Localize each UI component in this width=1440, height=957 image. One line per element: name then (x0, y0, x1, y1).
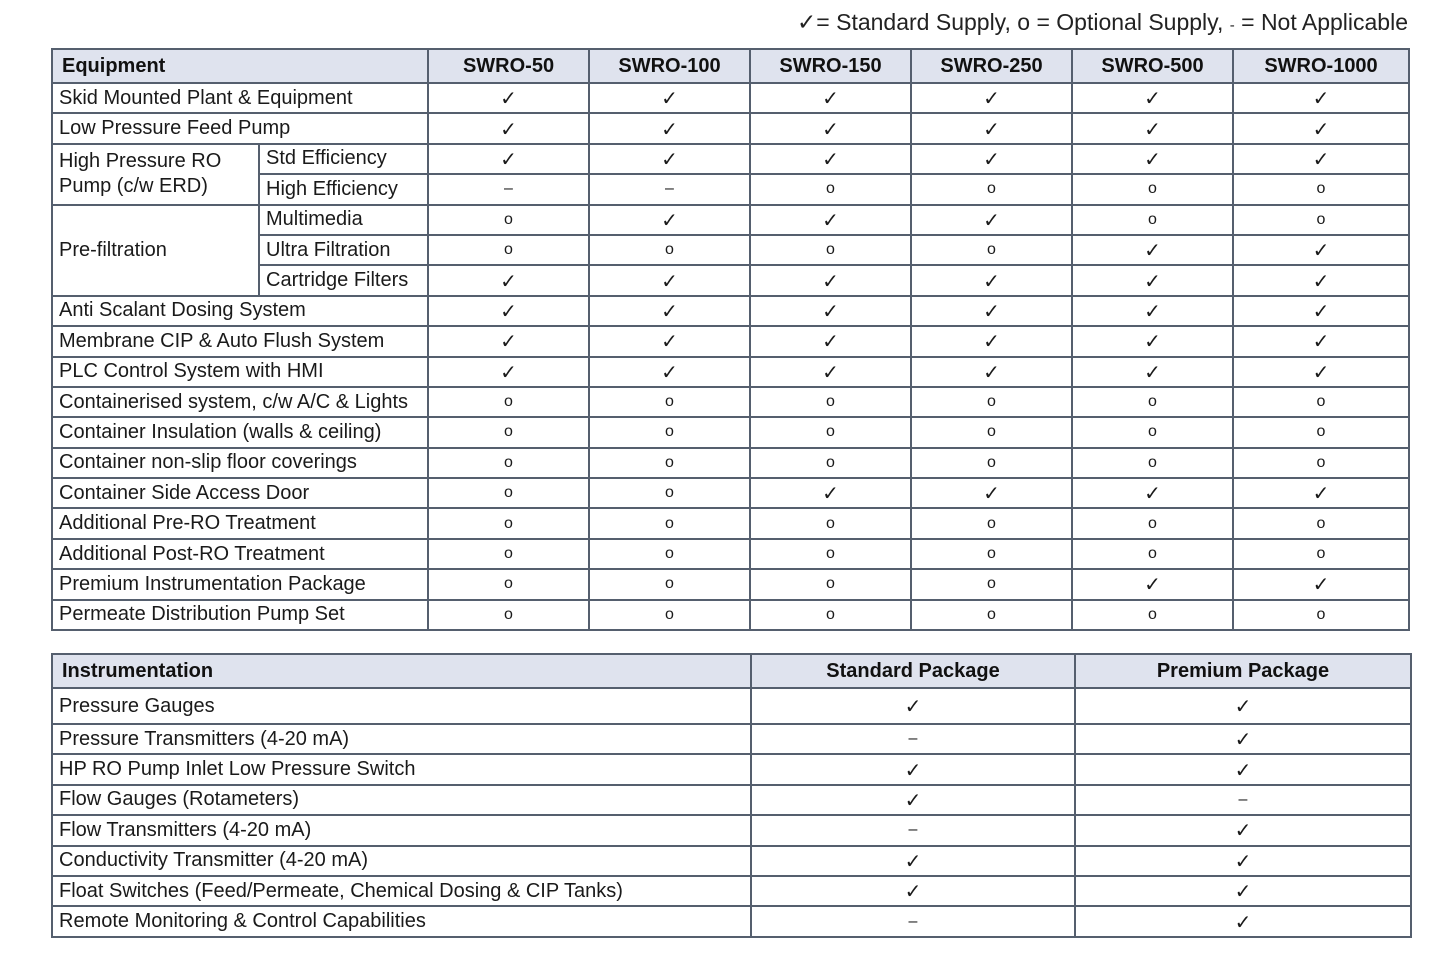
supply-mark: – (751, 906, 1075, 936)
supply-mark: ✓ (589, 113, 750, 143)
supply-mark: o (1072, 174, 1233, 204)
column-header: Standard Package (751, 654, 1075, 688)
instrumentation-header-row (52, 654, 1411, 688)
supply-mark: – (751, 724, 1075, 754)
supply-mark: ✓ (750, 144, 911, 174)
supply-mark: ✓ (428, 265, 589, 295)
table-row (52, 539, 1409, 569)
row-label: Permeate Distribution Pump Set (52, 600, 428, 630)
supply-mark: o (589, 235, 750, 265)
column-header: SWRO-1000 (1233, 49, 1409, 83)
supply-mark: o (589, 448, 750, 478)
table-row (52, 569, 1409, 599)
supply-mark: o (911, 387, 1072, 417)
supply-mark: ✓ (750, 265, 911, 295)
supply-mark: ✓ (1072, 83, 1233, 113)
supply-mark: o (1072, 205, 1233, 235)
supply-mark: ✓ (911, 296, 1072, 326)
supply-mark: o (1233, 448, 1409, 478)
supply-mark: o (428, 569, 589, 599)
supply-mark: o (911, 174, 1072, 204)
supply-mark: o (589, 539, 750, 569)
table-row (52, 846, 1411, 876)
table-row (52, 876, 1411, 906)
table-row (52, 387, 1409, 417)
supply-mark: o (750, 174, 911, 204)
table-row (52, 688, 1411, 724)
supply-mark: o (428, 539, 589, 569)
supply-mark: ✓ (1075, 724, 1411, 754)
supply-mark: ✓ (589, 83, 750, 113)
supply-mark: ✓ (911, 326, 1072, 356)
legend-na-text: = Not Applicable (1234, 9, 1408, 35)
supply-mark: ✓ (751, 876, 1075, 906)
supply-mark: o (1233, 205, 1409, 235)
column-header: SWRO-150 (750, 49, 911, 83)
equipment-header-row (52, 49, 1409, 83)
supply-mark: ✓ (428, 357, 589, 387)
instrumentation-header-label: Instrumentation (52, 654, 751, 688)
column-header: SWRO-100 (589, 49, 750, 83)
supply-mark: o (750, 235, 911, 265)
supply-mark: o (911, 417, 1072, 447)
row-label: PLC Control System with HMI (52, 357, 428, 387)
supply-mark: – (1075, 785, 1411, 815)
legend-standard-text: = Standard Supply, (816, 9, 1011, 35)
supply-mark: ✓ (1075, 906, 1411, 936)
table-row (52, 724, 1411, 754)
supply-mark: o (750, 569, 911, 599)
supply-mark: ✓ (1233, 235, 1409, 265)
supply-mark: o (750, 600, 911, 630)
supply-mark: ✓ (1072, 357, 1233, 387)
supply-mark: ✓ (911, 478, 1072, 508)
instrumentation-table (51, 653, 1412, 938)
supply-mark: o (1072, 600, 1233, 630)
row-label: Remote Monitoring & Control Capabilities (52, 906, 751, 936)
supply-mark: ✓ (1075, 754, 1411, 784)
row-label: Container non-slip floor coverings (52, 448, 428, 478)
supply-mark: o (750, 508, 911, 538)
supply-mark: ✓ (911, 205, 1072, 235)
row-label: Additional Pre-RO Treatment (52, 508, 428, 538)
supply-mark: o (750, 387, 911, 417)
supply-mark: ✓ (1075, 815, 1411, 845)
supply-mark: o (589, 569, 750, 599)
row-group-label: Pre-filtration (52, 205, 259, 296)
supply-mark: ✓ (1233, 569, 1409, 599)
row-group-label: High Pressure RO Pump (c/w ERD) (52, 144, 259, 205)
supply-mark: o (911, 569, 1072, 599)
supply-mark: ✓ (911, 144, 1072, 174)
supply-mark: ✓ (751, 754, 1075, 784)
supply-mark: ✓ (428, 83, 589, 113)
row-label: HP RO Pump Inlet Low Pressure Switch (52, 754, 751, 784)
supply-mark: – (428, 174, 589, 204)
table-row (52, 296, 1409, 326)
supply-mark: ✓ (589, 265, 750, 295)
supply-mark: ✓ (1072, 326, 1233, 356)
legend-optional-text: = Optional Supply, (1030, 9, 1224, 35)
supply-mark: o (1233, 174, 1409, 204)
supply-mark: o (428, 387, 589, 417)
supply-mark: o (1233, 600, 1409, 630)
table-row (52, 508, 1409, 538)
supply-mark: o (750, 417, 911, 447)
row-label: Low Pressure Feed Pump (52, 113, 428, 143)
supply-mark: ✓ (751, 688, 1075, 724)
row-label: Float Switches (Feed/Permeate, Chemical Dosing & CIP Tanks) (52, 876, 751, 906)
supply-mark: – (751, 815, 1075, 845)
equipment-table-body (52, 83, 1409, 630)
row-label: Membrane CIP & Auto Flush System (52, 326, 428, 356)
supply-mark: – (589, 174, 750, 204)
not-applicable-icon: - (1229, 17, 1235, 34)
supply-mark: o (428, 508, 589, 538)
supply-mark: ✓ (1072, 265, 1233, 295)
table-row (52, 906, 1411, 936)
supply-mark: ✓ (428, 296, 589, 326)
row-label: Skid Mounted Plant & Equipment (52, 83, 428, 113)
supply-mark: ✓ (750, 205, 911, 235)
column-header: SWRO-50 (428, 49, 589, 83)
supply-mark: ✓ (428, 144, 589, 174)
row-sublabel: Multimedia (259, 205, 428, 235)
row-label: Container Insulation (walls & ceiling) (52, 417, 428, 447)
table-row (52, 815, 1411, 845)
table-row (52, 144, 1409, 174)
row-label: Containerised system, c/w A/C & Lights (52, 387, 428, 417)
supply-mark: o (589, 508, 750, 538)
supply-mark: ✓ (1233, 113, 1409, 143)
supply-mark: ✓ (1233, 326, 1409, 356)
table-row (52, 785, 1411, 815)
supply-mark: o (589, 478, 750, 508)
supply-mark: ✓ (1233, 357, 1409, 387)
row-sublabel: Cartridge Filters (259, 265, 428, 295)
supply-mark: o (911, 235, 1072, 265)
supply-mark: o (911, 539, 1072, 569)
table-row (52, 417, 1409, 447)
supply-mark: ✓ (750, 357, 911, 387)
row-label: Flow Gauges (Rotameters) (52, 785, 751, 815)
supply-mark: ✓ (1072, 296, 1233, 326)
row-label: Premium Instrumentation Package (52, 569, 428, 599)
supply-mark: o (750, 539, 911, 569)
check-icon: ✓ (797, 10, 817, 36)
supply-mark: o (1072, 448, 1233, 478)
supply-mark: ✓ (911, 265, 1072, 295)
supply-mark: ✓ (428, 326, 589, 356)
supply-mark: o (428, 205, 589, 235)
supply-mark: ✓ (1075, 846, 1411, 876)
supply-mark: o (428, 600, 589, 630)
supply-mark: ✓ (1072, 144, 1233, 174)
row-label: Pressure Transmitters (4-20 mA) (52, 724, 751, 754)
table-row (52, 113, 1409, 143)
supply-mark: ✓ (1075, 688, 1411, 724)
equipment-table (51, 48, 1410, 631)
supply-mark: ✓ (1072, 235, 1233, 265)
legend (797, 9, 1408, 36)
row-label: Anti Scalant Dosing System (52, 296, 428, 326)
supply-mark: ✓ (589, 205, 750, 235)
supply-mark: ✓ (1233, 478, 1409, 508)
supply-mark: ✓ (750, 326, 911, 356)
supply-mark: ✓ (1233, 296, 1409, 326)
supply-mark: o (428, 448, 589, 478)
table-row (52, 205, 1409, 235)
table-row (52, 83, 1409, 113)
supply-mark: ✓ (589, 296, 750, 326)
supply-mark: o (1072, 387, 1233, 417)
table-row (52, 357, 1409, 387)
supply-mark: ✓ (589, 326, 750, 356)
supply-mark: o (1233, 508, 1409, 538)
supply-mark: ✓ (751, 846, 1075, 876)
supply-mark: o (911, 508, 1072, 538)
row-label: Conductivity Transmitter (4-20 mA) (52, 846, 751, 876)
row-sublabel: Ultra Filtration (259, 235, 428, 265)
instrumentation-table-body (52, 688, 1411, 937)
column-header: Premium Package (1075, 654, 1411, 688)
supply-mark: o (911, 600, 1072, 630)
supply-mark: ✓ (1072, 569, 1233, 599)
supply-mark: ✓ (1233, 265, 1409, 295)
supply-mark: o (1072, 417, 1233, 447)
supply-mark: o (428, 478, 589, 508)
supply-mark: o (1233, 387, 1409, 417)
supply-mark: ✓ (911, 83, 1072, 113)
supply-mark: o (1072, 539, 1233, 569)
row-sublabel: High Efficiency (259, 174, 428, 204)
supply-mark: o (428, 417, 589, 447)
supply-mark: o (1072, 508, 1233, 538)
supply-mark: o (1233, 539, 1409, 569)
supply-mark: ✓ (589, 357, 750, 387)
equipment-header-label: Equipment (52, 49, 428, 83)
supply-mark: ✓ (750, 113, 911, 143)
supply-mark: ✓ (1075, 876, 1411, 906)
table-row (52, 448, 1409, 478)
table-row (52, 478, 1409, 508)
supply-mark: o (428, 235, 589, 265)
supply-mark: ✓ (1072, 478, 1233, 508)
row-label: Additional Post-RO Treatment (52, 539, 428, 569)
table-row (52, 326, 1409, 356)
supply-mark: o (1233, 417, 1409, 447)
row-sublabel: Std Efficiency (259, 144, 428, 174)
supply-mark: ✓ (1233, 83, 1409, 113)
supply-mark: ✓ (589, 144, 750, 174)
table-row (52, 754, 1411, 784)
supply-mark: ✓ (750, 296, 911, 326)
supply-mark: o (750, 448, 911, 478)
row-label: Container Side Access Door (52, 478, 428, 508)
supply-mark: ✓ (1233, 144, 1409, 174)
supply-mark: o (589, 387, 750, 417)
supply-mark: ✓ (1072, 113, 1233, 143)
supply-mark: ✓ (751, 785, 1075, 815)
column-header: SWRO-500 (1072, 49, 1233, 83)
supply-mark: ✓ (911, 357, 1072, 387)
row-label: Pressure Gauges (52, 688, 751, 724)
optional-icon: o (1017, 9, 1031, 35)
row-label: Flow Transmitters (4-20 mA) (52, 815, 751, 845)
supply-mark: o (589, 600, 750, 630)
column-header: SWRO-250 (911, 49, 1072, 83)
supply-mark: ✓ (750, 83, 911, 113)
supply-mark: o (911, 448, 1072, 478)
supply-mark: ✓ (911, 113, 1072, 143)
supply-mark: ✓ (750, 478, 911, 508)
supply-mark: o (589, 417, 750, 447)
supply-mark: ✓ (428, 113, 589, 143)
table-row (52, 600, 1409, 630)
